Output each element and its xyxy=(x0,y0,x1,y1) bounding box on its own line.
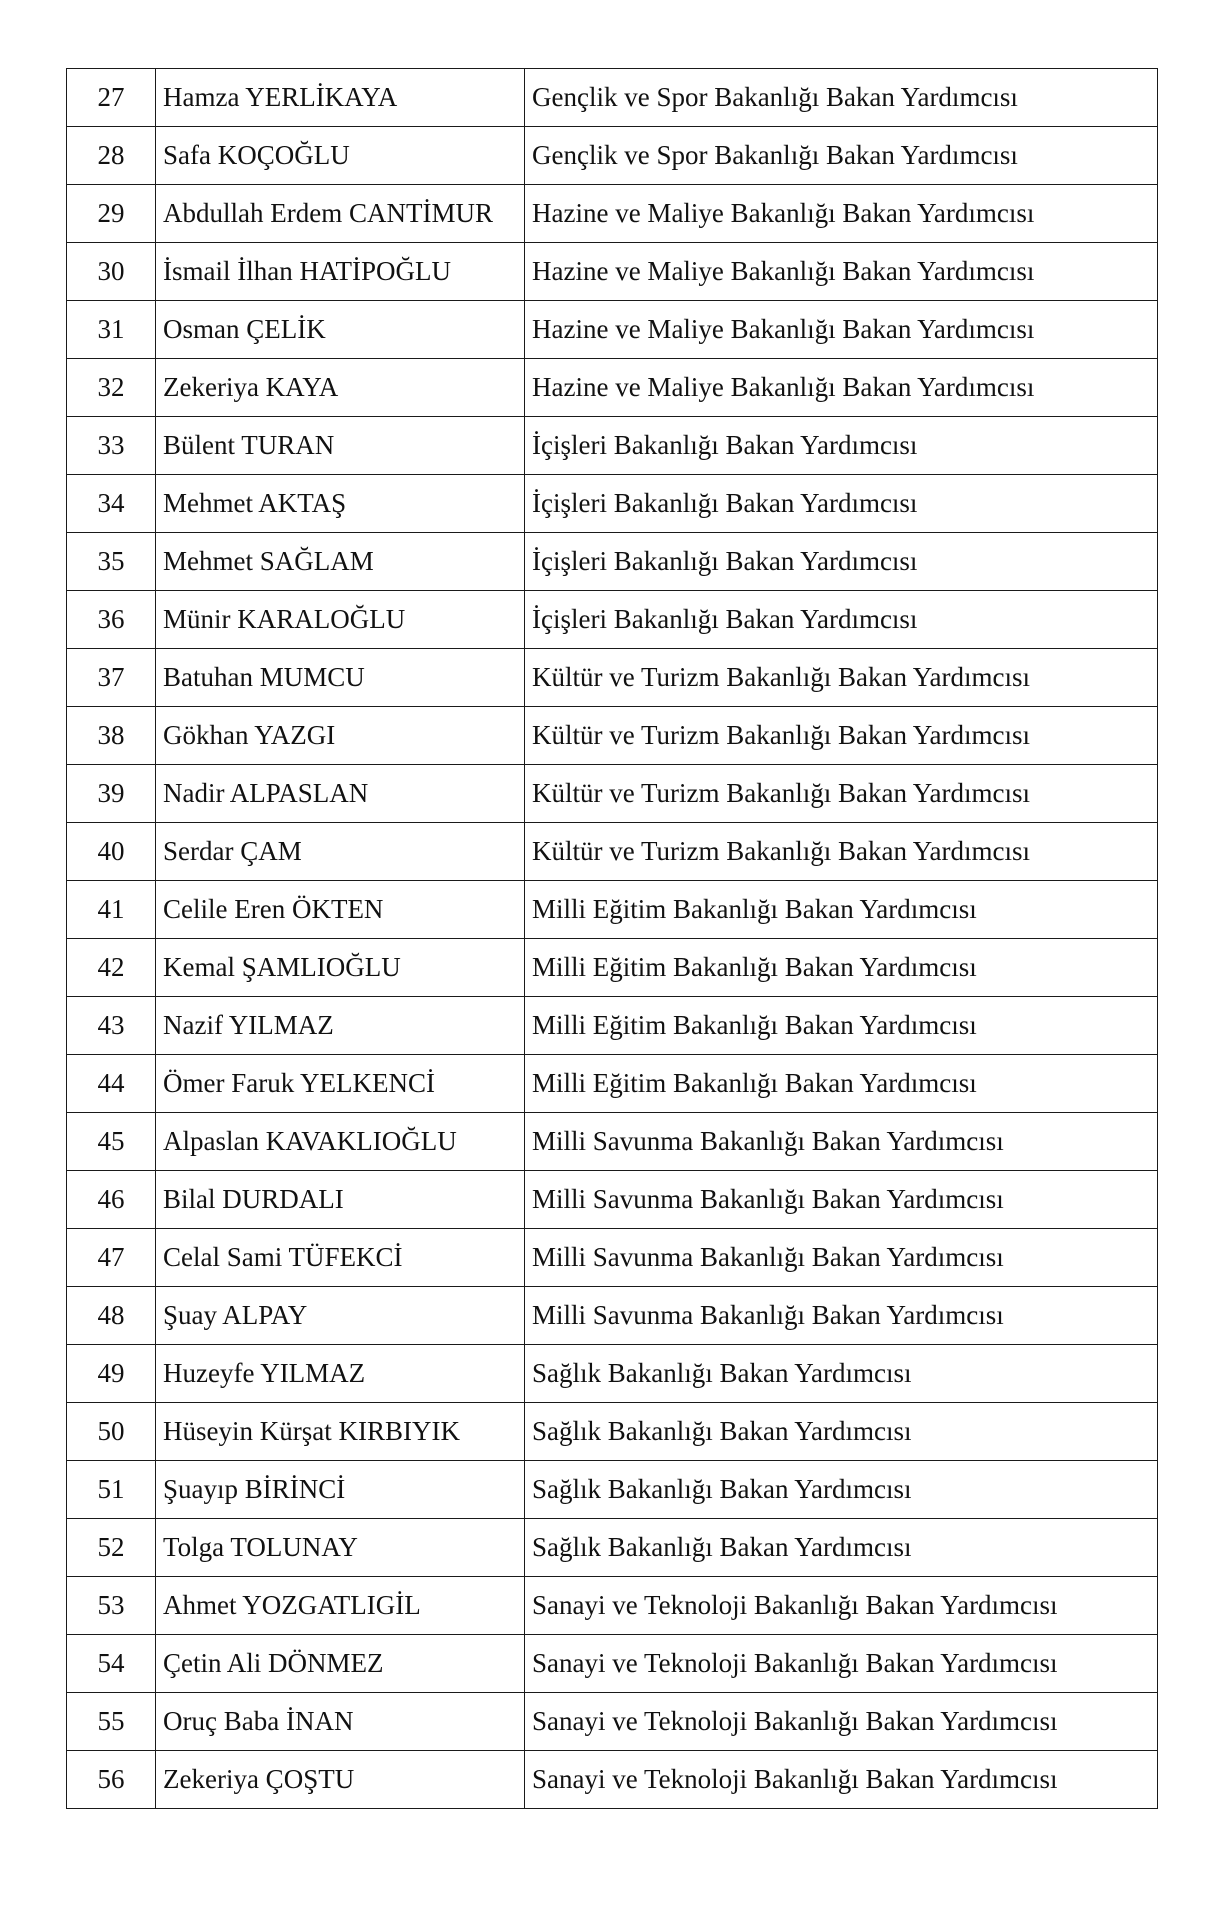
person-name: Bilal DURDALI xyxy=(156,1171,525,1229)
row-number: 48 xyxy=(67,1287,156,1345)
table-row xyxy=(67,765,1158,823)
table-row xyxy=(67,243,1158,301)
row-number: 41 xyxy=(67,881,156,939)
position-title: Milli Eğitim Bakanlığı Bakan Yardımcısı xyxy=(525,881,1158,939)
person-name: Zekeriya ÇOŞTU xyxy=(156,1751,525,1809)
person-name: Alpaslan KAVAKLIOĞLU xyxy=(156,1113,525,1171)
row-number: 42 xyxy=(67,939,156,997)
position-title: Milli Savunma Bakanlığı Bakan Yardımcısı xyxy=(525,1113,1158,1171)
person-name: Batuhan MUMCU xyxy=(156,649,525,707)
table-row xyxy=(67,591,1158,649)
position-title: Hazine ve Maliye Bakanlığı Bakan Yardımcısı xyxy=(525,243,1158,301)
table-row xyxy=(67,939,1158,997)
person-name: Hamza YERLİKAYA xyxy=(156,69,525,127)
table-row xyxy=(67,823,1158,881)
person-name: Bülent TURAN xyxy=(156,417,525,475)
row-number: 29 xyxy=(67,185,156,243)
position-title: Sanayi ve Teknoloji Bakanlığı Bakan Yardımcısı xyxy=(525,1751,1158,1809)
position-title: Sağlık Bakanlığı Bakan Yardımcısı xyxy=(525,1519,1158,1577)
position-title: Milli Eğitim Bakanlığı Bakan Yardımcısı xyxy=(525,997,1158,1055)
row-number: 51 xyxy=(67,1461,156,1519)
row-number: 38 xyxy=(67,707,156,765)
row-number: 53 xyxy=(67,1577,156,1635)
position-title: Kültür ve Turizm Bakanlığı Bakan Yardımcısı xyxy=(525,765,1158,823)
table-row xyxy=(67,359,1158,417)
person-name: Oruç Baba İNAN xyxy=(156,1693,525,1751)
position-title: İçişleri Bakanlığı Bakan Yardımcısı xyxy=(525,533,1158,591)
person-name: Şuay ALPAY xyxy=(156,1287,525,1345)
table-body xyxy=(67,69,1158,1809)
position-title: Sanayi ve Teknoloji Bakanlığı Bakan Yardımcısı xyxy=(525,1577,1158,1635)
person-name: Serdar ÇAM xyxy=(156,823,525,881)
table-row xyxy=(67,1693,1158,1751)
row-number: 34 xyxy=(67,475,156,533)
table-row xyxy=(67,127,1158,185)
person-name: Safa KOÇOĞLU xyxy=(156,127,525,185)
person-name: Mehmet SAĞLAM xyxy=(156,533,525,591)
row-number: 56 xyxy=(67,1751,156,1809)
position-title: Milli Eğitim Bakanlığı Bakan Yardımcısı xyxy=(525,939,1158,997)
person-name: Ömer Faruk YELKENCİ xyxy=(156,1055,525,1113)
table-row xyxy=(67,1519,1158,1577)
table-row xyxy=(67,69,1158,127)
position-title: Sağlık Bakanlığı Bakan Yardımcısı xyxy=(525,1461,1158,1519)
table-row xyxy=(67,1287,1158,1345)
person-name: Nazif YILMAZ xyxy=(156,997,525,1055)
person-name: Kemal ŞAMLIOĞLU xyxy=(156,939,525,997)
person-name: Celile Eren ÖKTEN xyxy=(156,881,525,939)
position-title: Hazine ve Maliye Bakanlığı Bakan Yardımcısı xyxy=(525,301,1158,359)
table-row xyxy=(67,1171,1158,1229)
position-title: Kültür ve Turizm Bakanlığı Bakan Yardımcısı xyxy=(525,823,1158,881)
person-name: Hüseyin Kürşat KIRBIYIK xyxy=(156,1403,525,1461)
person-name: Şuayıp BİRİNCİ xyxy=(156,1461,525,1519)
person-name: Nadir ALPASLAN xyxy=(156,765,525,823)
person-name: Tolga TOLUNAY xyxy=(156,1519,525,1577)
position-title: Sanayi ve Teknoloji Bakanlığı Bakan Yardımcısı xyxy=(525,1635,1158,1693)
row-number: 55 xyxy=(67,1693,156,1751)
row-number: 36 xyxy=(67,591,156,649)
table-row xyxy=(67,649,1158,707)
table-row xyxy=(67,417,1158,475)
position-title: Hazine ve Maliye Bakanlığı Bakan Yardımcısı xyxy=(525,359,1158,417)
row-number: 31 xyxy=(67,301,156,359)
position-title: Milli Savunma Bakanlığı Bakan Yardımcısı xyxy=(525,1171,1158,1229)
position-title: Sanayi ve Teknoloji Bakanlığı Bakan Yardımcısı xyxy=(525,1693,1158,1751)
table-row xyxy=(67,1635,1158,1693)
table-row xyxy=(67,707,1158,765)
position-title: Sağlık Bakanlığı Bakan Yardımcısı xyxy=(525,1403,1158,1461)
table-row xyxy=(67,1751,1158,1809)
table-row xyxy=(67,533,1158,591)
row-number: 49 xyxy=(67,1345,156,1403)
position-title: Kültür ve Turizm Bakanlığı Bakan Yardımcısı xyxy=(525,649,1158,707)
position-title: Sağlık Bakanlığı Bakan Yardımcısı xyxy=(525,1345,1158,1403)
table-row xyxy=(67,301,1158,359)
person-name: Gökhan YAZGI xyxy=(156,707,525,765)
position-title: Kültür ve Turizm Bakanlığı Bakan Yardımcısı xyxy=(525,707,1158,765)
table-row xyxy=(67,881,1158,939)
row-number: 45 xyxy=(67,1113,156,1171)
person-name: Zekeriya KAYA xyxy=(156,359,525,417)
person-name: Abdullah Erdem CANTİMUR xyxy=(156,185,525,243)
position-title: İçişleri Bakanlığı Bakan Yardımcısı xyxy=(525,475,1158,533)
table-row xyxy=(67,1577,1158,1635)
position-title: İçişleri Bakanlığı Bakan Yardımcısı xyxy=(525,417,1158,475)
person-name: Çetin Ali DÖNMEZ xyxy=(156,1635,525,1693)
row-number: 46 xyxy=(67,1171,156,1229)
row-number: 32 xyxy=(67,359,156,417)
row-number: 33 xyxy=(67,417,156,475)
row-number: 47 xyxy=(67,1229,156,1287)
row-number: 28 xyxy=(67,127,156,185)
deputy-minister-table xyxy=(66,68,1158,1809)
row-number: 44 xyxy=(67,1055,156,1113)
table-row xyxy=(67,1229,1158,1287)
position-title: Hazine ve Maliye Bakanlığı Bakan Yardımcısı xyxy=(525,185,1158,243)
table-row xyxy=(67,185,1158,243)
person-name: Münir KARALOĞLU xyxy=(156,591,525,649)
position-title: Gençlik ve Spor Bakanlığı Bakan Yardımcısı xyxy=(525,69,1158,127)
position-title: Milli Savunma Bakanlığı Bakan Yardımcısı xyxy=(525,1229,1158,1287)
person-name: Mehmet AKTAŞ xyxy=(156,475,525,533)
table-row xyxy=(67,1113,1158,1171)
position-title: Milli Savunma Bakanlığı Bakan Yardımcısı xyxy=(525,1287,1158,1345)
table-row xyxy=(67,997,1158,1055)
row-number: 50 xyxy=(67,1403,156,1461)
table-row xyxy=(67,1403,1158,1461)
row-number: 43 xyxy=(67,997,156,1055)
person-name: Osman ÇELİK xyxy=(156,301,525,359)
person-name: İsmail İlhan HATİPOĞLU xyxy=(156,243,525,301)
position-title: Milli Eğitim Bakanlığı Bakan Yardımcısı xyxy=(525,1055,1158,1113)
table-row xyxy=(67,1461,1158,1519)
person-name: Huzeyfe YILMAZ xyxy=(156,1345,525,1403)
row-number: 52 xyxy=(67,1519,156,1577)
person-name: Celal Sami TÜFEKCİ xyxy=(156,1229,525,1287)
row-number: 39 xyxy=(67,765,156,823)
person-name: Ahmet YOZGATLIGİL xyxy=(156,1577,525,1635)
row-number: 37 xyxy=(67,649,156,707)
table-row xyxy=(67,475,1158,533)
row-number: 54 xyxy=(67,1635,156,1693)
row-number: 40 xyxy=(67,823,156,881)
table-row xyxy=(67,1345,1158,1403)
position-title: İçişleri Bakanlığı Bakan Yardımcısı xyxy=(525,591,1158,649)
row-number: 35 xyxy=(67,533,156,591)
row-number: 27 xyxy=(67,69,156,127)
position-title: Gençlik ve Spor Bakanlığı Bakan Yardımcısı xyxy=(525,127,1158,185)
row-number: 30 xyxy=(67,243,156,301)
table-row xyxy=(67,1055,1158,1113)
